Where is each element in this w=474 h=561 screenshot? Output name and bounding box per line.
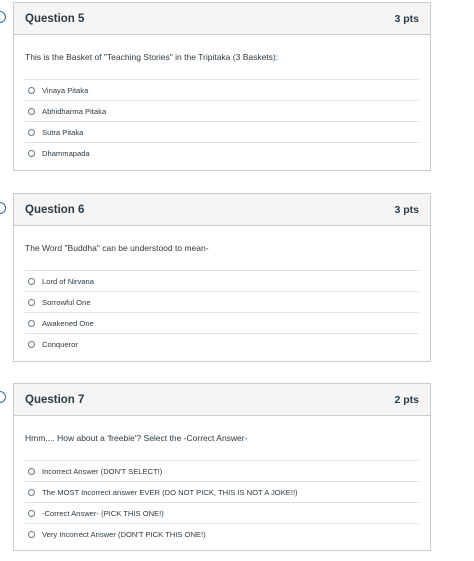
radio-icon[interactable] xyxy=(28,531,35,538)
answer-label: Sorrowful One xyxy=(42,297,91,307)
radio-icon[interactable] xyxy=(28,489,35,496)
answer-label: Dhammapada xyxy=(42,148,90,158)
question-flag-icon[interactable] xyxy=(0,11,6,23)
answer-label: Lord of Nirvana xyxy=(42,276,94,286)
answer-list xyxy=(14,270,430,354)
radio-icon[interactable] xyxy=(28,468,35,475)
question-text: The Word "Buddha" can be understood to mean- xyxy=(25,243,209,253)
radio-icon[interactable] xyxy=(28,150,35,157)
answer-list xyxy=(14,79,430,163)
answer-label: Conqueror xyxy=(42,339,78,349)
radio-icon[interactable] xyxy=(28,320,35,327)
answer-option[interactable] xyxy=(25,79,419,100)
answer-option[interactable] xyxy=(25,121,419,142)
question-header xyxy=(14,194,430,226)
question-points: 2 pts xyxy=(394,393,419,406)
answer-option[interactable] xyxy=(25,460,419,481)
question-title: Question 5 xyxy=(25,12,85,25)
answer-option[interactable] xyxy=(25,481,419,502)
answer-label: -Correct Answer- (PICK THIS ONE!) xyxy=(42,508,164,518)
answer-option[interactable] xyxy=(25,502,419,523)
answer-option[interactable] xyxy=(25,523,419,544)
question-card xyxy=(13,193,431,362)
question-title: Question 6 xyxy=(25,203,85,216)
answer-option[interactable] xyxy=(25,291,419,312)
answer-list xyxy=(14,460,430,544)
radio-icon[interactable] xyxy=(28,129,35,136)
radio-icon[interactable] xyxy=(28,108,35,115)
question-text: This is the Basket of "Teaching Stories" in the Tripitaka (3 Baskets): xyxy=(25,52,279,62)
answer-label: The MOST Incorrect answer EVER (DO NOT PICK, THIS IS NOT A JOKE!!) xyxy=(42,487,298,497)
question-points: 3 pts xyxy=(394,12,419,25)
answer-label: Very Incorrect Answer (DON'T PICK THIS ONE!) xyxy=(42,529,206,539)
answer-option[interactable] xyxy=(25,333,419,354)
answer-label: Abhidharma Pitaka xyxy=(42,106,107,116)
question-flag-icon[interactable] xyxy=(0,202,6,214)
answer-option[interactable] xyxy=(25,312,419,333)
question-card xyxy=(13,383,431,551)
answer-option[interactable] xyxy=(25,142,419,163)
question-card xyxy=(13,2,431,171)
radio-icon[interactable] xyxy=(28,87,35,94)
radio-icon[interactable] xyxy=(28,299,35,306)
question-text: Hmm.... How about a 'freebie'? Select the -Correct Answer- xyxy=(25,433,248,443)
question-flag-icon[interactable] xyxy=(0,391,6,403)
radio-icon[interactable] xyxy=(28,510,35,517)
answer-option[interactable] xyxy=(25,270,419,291)
answer-label: Incorrect Answer (DON'T SELECT!) xyxy=(42,466,163,476)
radio-icon[interactable] xyxy=(28,278,35,285)
answer-label: Vinaya Pitaka xyxy=(42,85,89,95)
radio-icon[interactable] xyxy=(28,341,35,348)
question-header xyxy=(14,384,430,416)
answer-label: Awakened One xyxy=(42,318,94,328)
answer-label: Sutra Pitaka xyxy=(42,127,84,137)
question-points: 3 pts xyxy=(394,203,419,216)
question-header xyxy=(14,3,430,35)
question-title: Question 7 xyxy=(25,393,85,406)
answer-option[interactable] xyxy=(25,100,419,121)
